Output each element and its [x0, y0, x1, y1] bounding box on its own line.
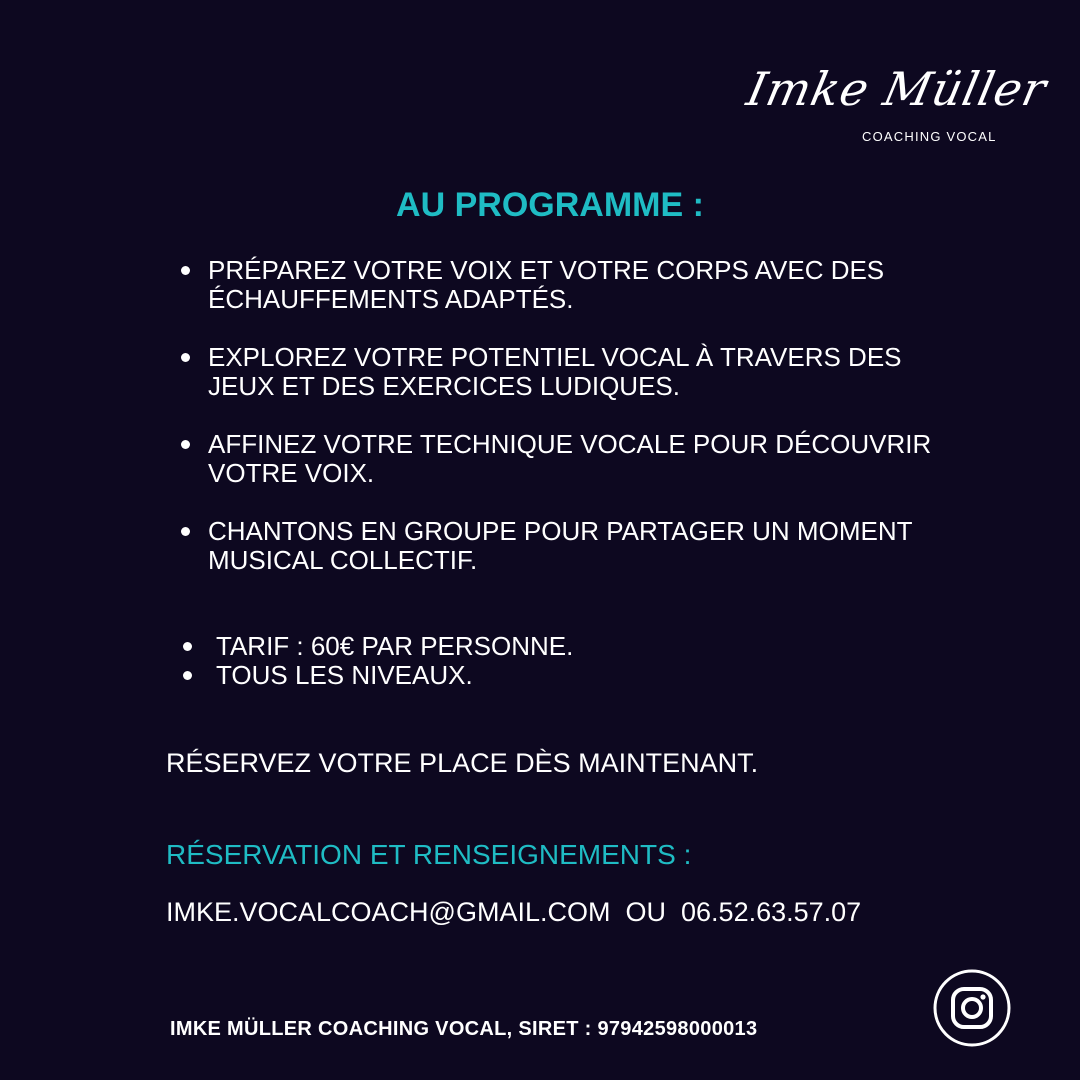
- level-text: TOUS LES NIVEAUX.: [216, 660, 473, 690]
- brand-name: Imke Müller: [742, 62, 1052, 116]
- price-text: TARIF : 60€ PAR PERSONNE.: [216, 631, 574, 661]
- program-item-text: EXPLOREZ VOTRE POTENTIEL VOCAL À TRAVERS DES JEUX ET DES EXERCICES LUDIQUES.: [208, 342, 902, 401]
- bullet-icon: [181, 353, 190, 362]
- bullet-icon: [181, 527, 190, 536]
- reserve-call-to-action: RÉSERVEZ VOTRE PLACE DÈS MAINTENANT.: [166, 748, 759, 778]
- contact-line: [166, 897, 861, 928]
- footer-legal: IMKE MÜLLER COACHING VOCAL, SIRET : 97942598000013: [170, 1018, 758, 1040]
- program-item-text: AFFINEZ VOTRE TECHNIQUE VOCALE POUR DÉCOUVRIR VOTRE VOIX.: [208, 429, 932, 488]
- program-item: [178, 256, 938, 314]
- contact-email[interactable]: IMKE.VOCALCOACH@GMAIL.COM: [166, 897, 611, 927]
- level-item: [178, 661, 878, 690]
- info-list: [178, 632, 878, 690]
- contact-phone[interactable]: 06.52.63.57.07: [681, 897, 862, 927]
- bullet-icon: [183, 642, 192, 651]
- program-item-text: CHANTONS EN GROUPE POUR PARTAGER UN MOMENT MUSICAL COLLECTIF.: [208, 516, 913, 575]
- brand-tagline: COACHING VOCAL: [862, 129, 997, 144]
- brand-logo: [742, 62, 1052, 152]
- program-list: [178, 256, 938, 604]
- program-item-text: PRÉPAREZ VOTRE VOIX ET VOTRE CORPS AVEC DES ÉCHAUFFEMENTS ADAPTÉS.: [208, 255, 885, 314]
- program-item: [178, 517, 938, 575]
- program-item: [178, 343, 938, 401]
- price-item: [178, 632, 878, 661]
- instagram-icon[interactable]: [932, 968, 1012, 1048]
- contact-separator: OU: [625, 897, 666, 927]
- program-item: [178, 430, 938, 488]
- contact-heading: RÉSERVATION ET RENSEIGNEMENTS :: [166, 839, 692, 870]
- program-title: AU PROGRAMME :: [396, 186, 704, 224]
- bullet-icon: [181, 440, 190, 449]
- bullet-icon: [183, 671, 192, 680]
- bullet-icon: [181, 266, 190, 275]
